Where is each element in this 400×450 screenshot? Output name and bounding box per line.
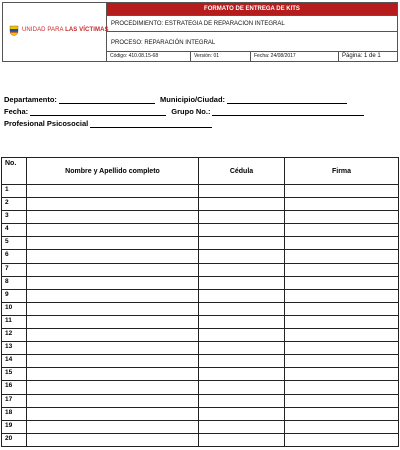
cedula-cell[interactable]: [199, 185, 285, 198]
row-number: 14: [2, 355, 27, 368]
coat-of-arms-icon: [9, 25, 19, 36]
cedula-cell[interactable]: [199, 289, 285, 302]
cedula-cell[interactable]: [199, 329, 285, 342]
row-number: 15: [2, 368, 27, 381]
row-number: 4: [2, 224, 27, 237]
table-row: [2, 420, 399, 433]
cedula-cell[interactable]: [199, 263, 285, 276]
field-row-2: [4, 107, 364, 116]
nombre-cell[interactable]: [27, 355, 199, 368]
cedula-cell[interactable]: [199, 433, 285, 446]
row-number: 7: [2, 263, 27, 276]
nombre-cell[interactable]: [27, 237, 199, 250]
table-row: [2, 368, 399, 381]
firma-cell[interactable]: [285, 329, 399, 342]
fecha-label: Fecha:: [4, 107, 29, 116]
row-number: 16: [2, 381, 27, 394]
logo-text: [22, 27, 109, 33]
nombre-cell[interactable]: [27, 394, 199, 407]
row-number: 8: [2, 276, 27, 289]
cedula-cell[interactable]: [199, 302, 285, 315]
cedula-cell[interactable]: [199, 368, 285, 381]
nombre-cell[interactable]: [27, 263, 199, 276]
col-header-no: No.: [2, 158, 27, 185]
nombre-cell[interactable]: [27, 250, 199, 263]
table-row: [2, 315, 399, 328]
field-row-3: [4, 119, 212, 128]
cedula-cell[interactable]: [199, 407, 285, 420]
form-title: FORMATO DE ENTREGA DE KITS: [107, 3, 397, 15]
nombre-cell[interactable]: [27, 329, 199, 342]
nombre-cell[interactable]: [27, 211, 199, 224]
nombre-cell[interactable]: [27, 433, 199, 446]
nombre-cell[interactable]: [27, 224, 199, 237]
fecha-cell: Fecha: 24/08/2017: [251, 52, 339, 62]
row-number: 10: [2, 302, 27, 315]
table-row: [2, 342, 399, 355]
row-number: 12: [2, 329, 27, 342]
nombre-cell[interactable]: [27, 276, 199, 289]
table-row: [2, 394, 399, 407]
departamento-label: Departamento:: [4, 95, 57, 104]
nombre-cell[interactable]: [27, 185, 199, 198]
row-number: 11: [2, 315, 27, 328]
firma-cell[interactable]: [285, 368, 399, 381]
cedula-cell[interactable]: [199, 315, 285, 328]
firma-cell[interactable]: [285, 276, 399, 289]
table-row: [2, 302, 399, 315]
municipio-label: Municipio/Ciudad:: [160, 95, 226, 104]
firma-cell[interactable]: [285, 237, 399, 250]
grupo-input[interactable]: [212, 107, 364, 116]
metadata-row: [107, 51, 397, 61]
nombre-cell[interactable]: [27, 368, 199, 381]
firma-cell[interactable]: [285, 381, 399, 394]
version-cell: Versión: 01: [191, 52, 251, 62]
profesional-input[interactable]: [90, 119, 212, 128]
table-row: [2, 263, 399, 276]
nombre-cell[interactable]: [27, 302, 199, 315]
pagina-cell: Página: 1 de 1: [342, 53, 381, 59]
firma-cell[interactable]: [285, 420, 399, 433]
document-header: [2, 2, 398, 62]
cedula-cell[interactable]: [199, 276, 285, 289]
firma-cell[interactable]: [285, 433, 399, 446]
cedula-cell[interactable]: [199, 237, 285, 250]
table-row: [2, 237, 399, 250]
cedula-cell[interactable]: [199, 394, 285, 407]
row-number: 9: [2, 289, 27, 302]
firma-cell[interactable]: [285, 394, 399, 407]
municipio-input[interactable]: [227, 95, 347, 104]
cedula-cell[interactable]: [199, 250, 285, 263]
firma-cell[interactable]: [285, 185, 399, 198]
cedula-cell[interactable]: [199, 381, 285, 394]
procedimiento-row: PROCEDIMIENTO: ESTRATEGIA DE REPARACION INTEGRAL: [107, 15, 397, 31]
table-row: [2, 250, 399, 263]
proceso-row: PROCESO: REPARACIÓN INTEGRAL: [107, 31, 397, 51]
nombre-cell[interactable]: [27, 342, 199, 355]
row-number: 17: [2, 394, 27, 407]
firma-cell[interactable]: [285, 315, 399, 328]
table-row: [2, 198, 399, 211]
table-row: [2, 433, 399, 446]
table-row: [2, 381, 399, 394]
nombre-cell[interactable]: [27, 289, 199, 302]
firma-cell[interactable]: [285, 211, 399, 224]
attendance-table: [1, 157, 399, 447]
table-header-row: [2, 158, 399, 185]
codigo-cell: Código: 410.08.15-68: [107, 52, 191, 62]
logo-text-bold: LAS VÍCTIMAS: [65, 27, 109, 33]
grupo-label: Grupo No.:: [171, 107, 211, 116]
nombre-cell[interactable]: [27, 198, 199, 211]
logo-text-normal: UNIDAD PARA: [22, 27, 66, 33]
cedula-cell[interactable]: [199, 355, 285, 368]
firma-cell[interactable]: [285, 355, 399, 368]
row-number: 1: [2, 185, 27, 198]
firma-cell[interactable]: [285, 342, 399, 355]
table-row: [2, 329, 399, 342]
nombre-cell[interactable]: [27, 420, 199, 433]
firma-cell[interactable]: [285, 407, 399, 420]
nombre-cell[interactable]: [27, 381, 199, 394]
col-header-firma: Firma: [285, 158, 399, 185]
col-header-cedula: Cédula: [199, 158, 285, 185]
row-number: 19: [2, 420, 27, 433]
firma-cell[interactable]: [285, 198, 399, 211]
row-number: 13: [2, 342, 27, 355]
firma-cell[interactable]: [285, 224, 399, 237]
row-number: 5: [2, 237, 27, 250]
row-number: 2: [2, 198, 27, 211]
table-row: [2, 211, 399, 224]
row-number: 3: [2, 211, 27, 224]
table-row: [2, 289, 399, 302]
firma-cell[interactable]: [285, 289, 399, 302]
departamento-input[interactable]: [59, 95, 155, 104]
cedula-cell[interactable]: [199, 420, 285, 433]
cedula-cell[interactable]: [199, 224, 285, 237]
nombre-cell[interactable]: [27, 315, 199, 328]
fecha-input[interactable]: [30, 107, 166, 116]
table-row: [2, 224, 399, 237]
table-row: [2, 407, 399, 420]
profesional-label: Profesional Psicosocial: [4, 119, 89, 128]
table-row: [2, 185, 399, 198]
row-number: 6: [2, 250, 27, 263]
firma-cell[interactable]: [285, 263, 399, 276]
cedula-cell[interactable]: [199, 342, 285, 355]
row-number: 18: [2, 407, 27, 420]
logo-cell: [3, 3, 107, 61]
firma-cell[interactable]: [285, 302, 399, 315]
cedula-cell[interactable]: [199, 211, 285, 224]
cedula-cell[interactable]: [199, 198, 285, 211]
table-row: [2, 276, 399, 289]
firma-cell[interactable]: [285, 250, 399, 263]
row-number: 20: [2, 433, 27, 446]
field-row-1: [4, 95, 347, 104]
table-row: [2, 355, 399, 368]
nombre-cell[interactable]: [27, 407, 199, 420]
col-header-nombre: Nombre y Apellido completo: [27, 158, 199, 185]
